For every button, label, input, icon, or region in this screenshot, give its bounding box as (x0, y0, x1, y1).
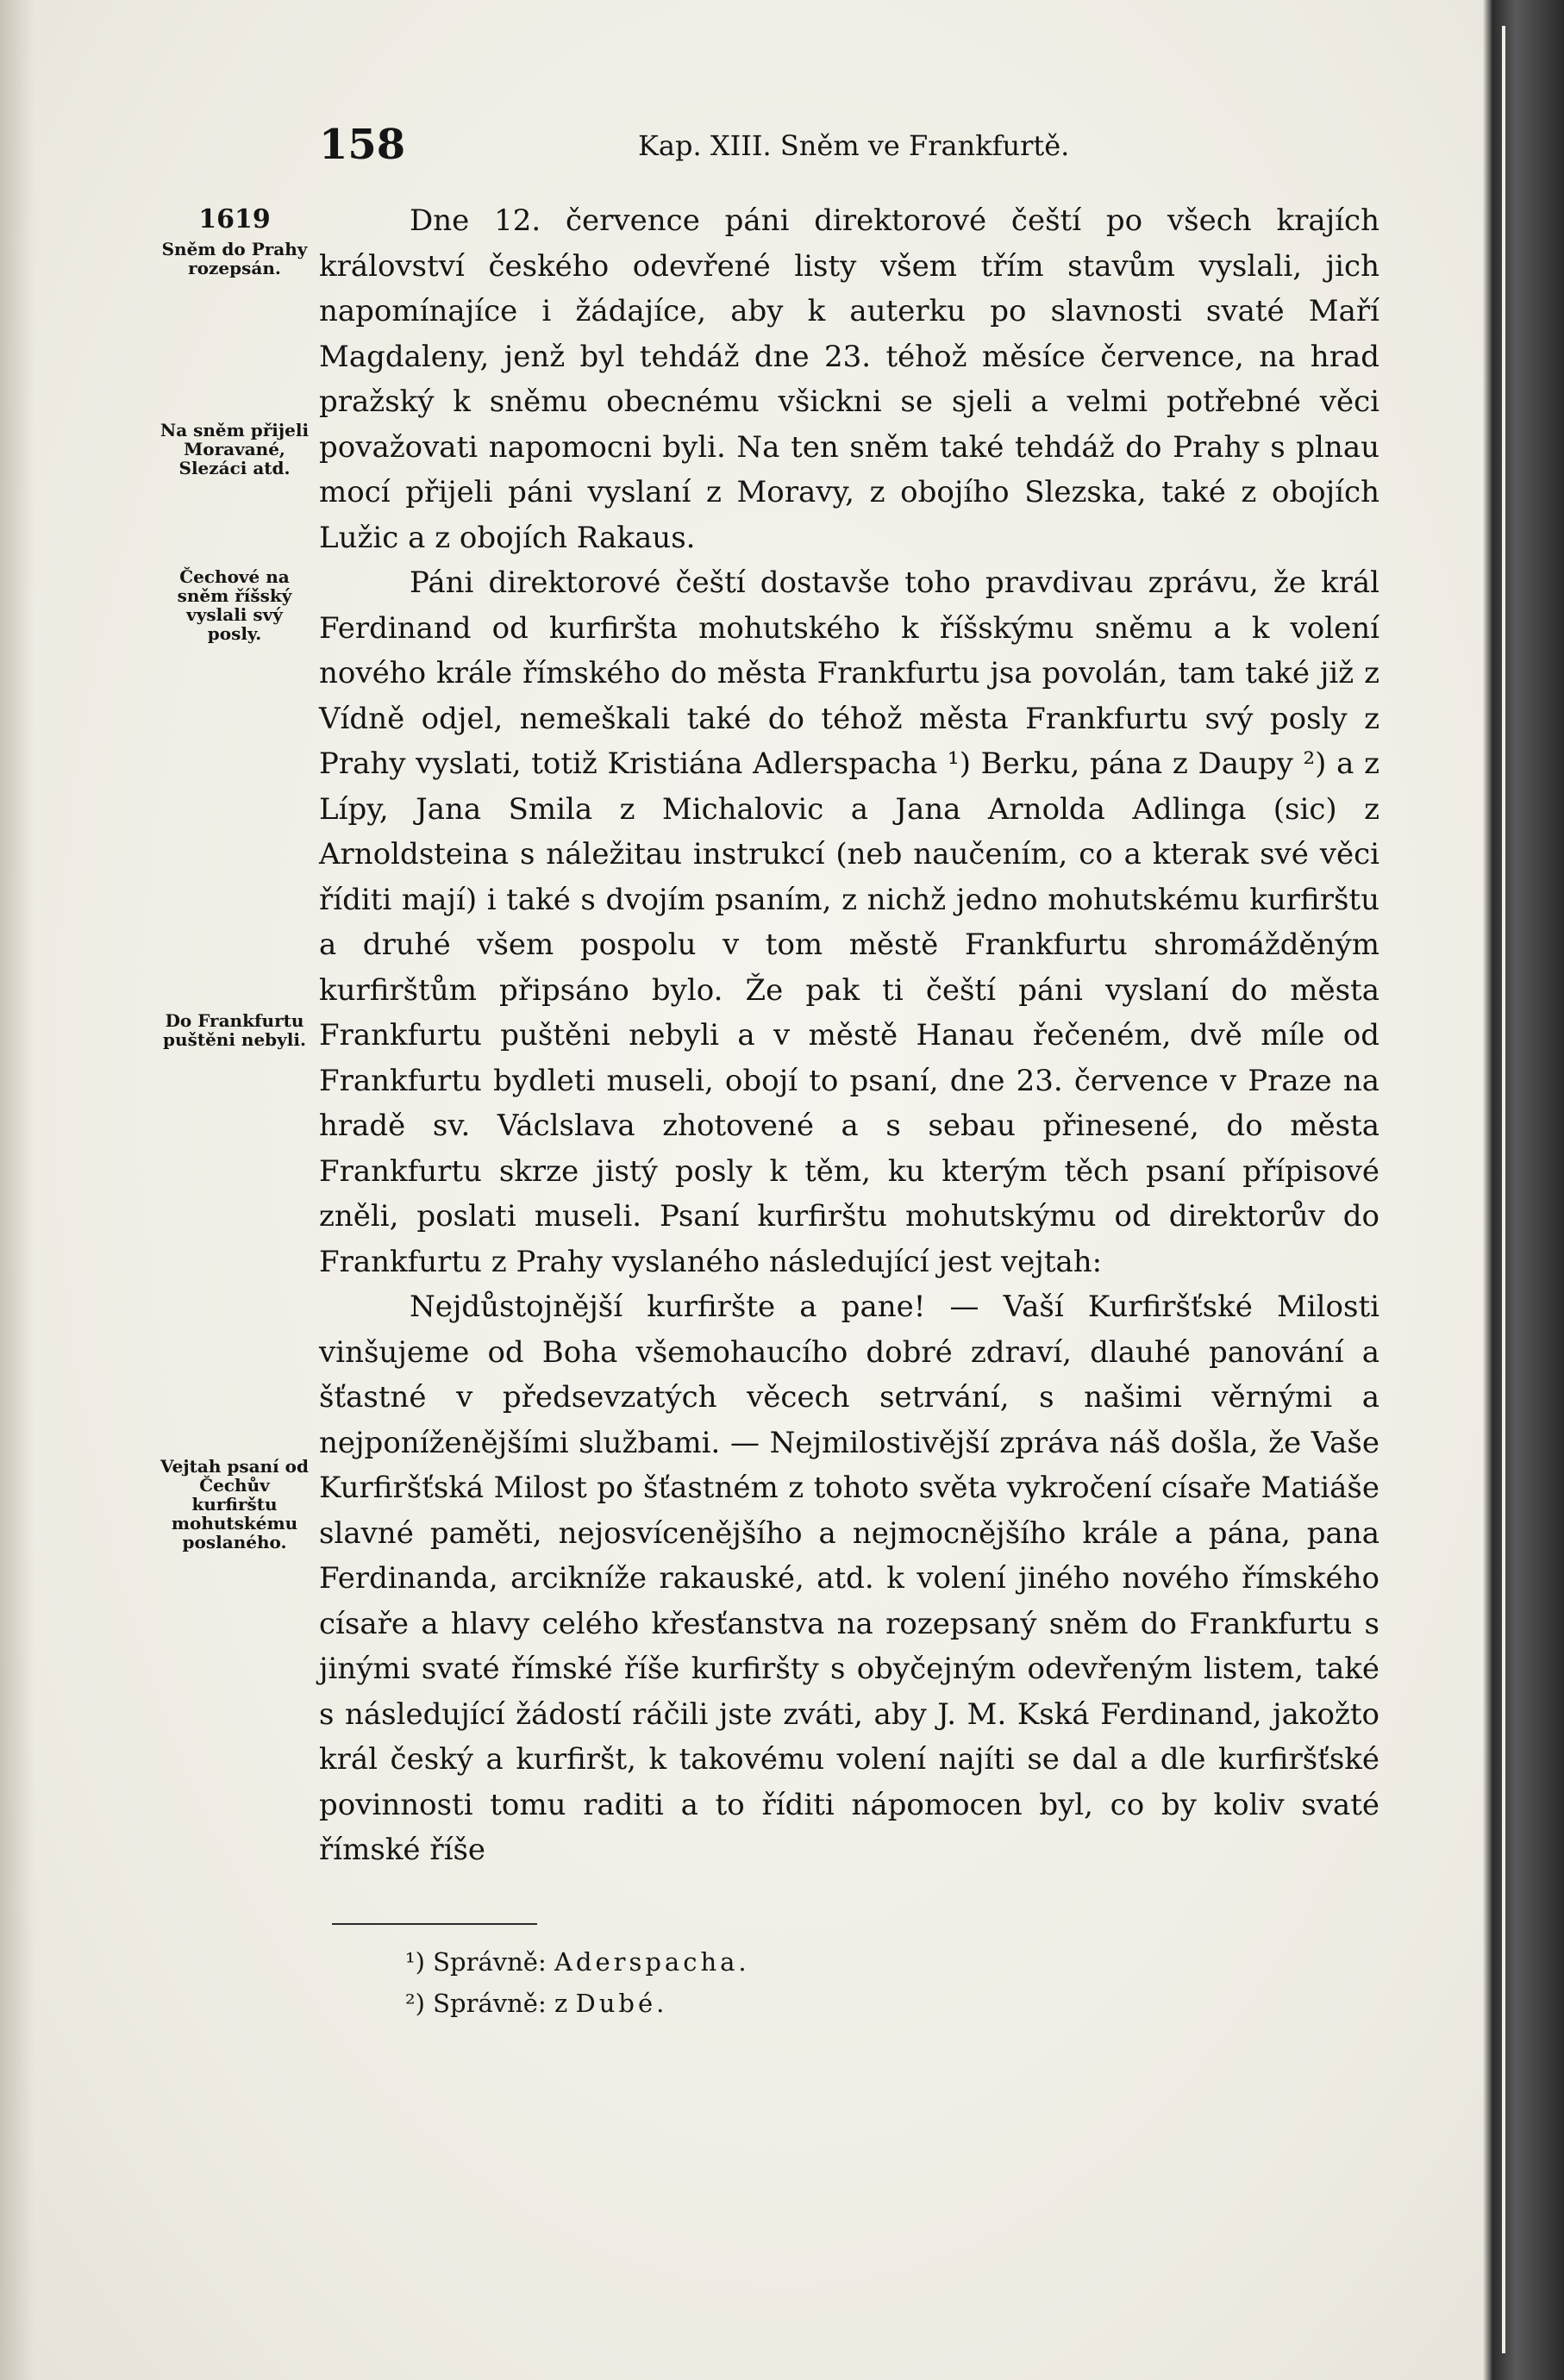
margin-year: 1619 (198, 204, 271, 234)
paragraph-2: Páni direktorové čeští dostavše toho pravdivau zprávu, že král Ferdinand od kurfiršta mohutského k říšskýmu sněmu a k volení nového krále římského do města Frankfurtu jsa povolán, tam také již z Vídně odjel, nemeškali také do téhož města Frankfurtu svý posly z Prahy vyslati, totiž Kristiána Adlerspacha ¹) Berku, pána z Daupy ²) a z Lípy, Jana Smila z Michalovic a Jana Arnolda Adlinga (sic) z Arnoldsteina s náležitau instrukcí (neb naučením, co a kterak své věci říditi mají) i také s dvojím psaním, z nichž jedno mohutskému kurfirštu a druhé všem pospolu v tom městě Frankfurtu shromážděným kurfirštům připsáno bylo. Že pak ti čeští páni vyslaní do města Frankfurtu puštěni nebyli a v městě Hanau řečeném, dvě míle od Frankfurtu bydleti museli, obojí to psaní, dne 23. července v Praze na hradě sv. Václslava zhotovené a s sebau přinesené, do města Frankfurtu skrze jistý posly k těm, ku kterým těch psaní přípisové zněli, poslati museli. Psaní kurfirštu mohutskýmu od direktorův do Frankfurtu z Prahy vyslaného následující jest vejtah: (319, 565, 1379, 1279)
margin-note-poslove: Čechové na sněm říšský vyslali svý posly. (177, 566, 292, 644)
footnote-2-marker: ²) Správně: z (405, 1989, 568, 2018)
page-number: 158 (319, 121, 406, 169)
paragraph-3: Nejdůstojnější kurfiršte a pane! — Vaší Kurfiršťské Milosti vinšujeme od Boha všemohaucího dobré zdraví, dlauhé panování a šťastné v předsevzatých věcech setrvání, s našimi věrnými a nejponíženějšími službami. — Nejmilostivější zpráva náš došla, že Vaše Kurfiršťská Milost po šťastném z tohoto světa vykročení císaře Matiáše slavné paměti, nejosvícenějšího a nejmocnějšího krále a pána, pana Ferdinanda, arcikníže rakauské, atd. k volení jiného nového římského císaře a hlavy celého křesťanstva na rozepsaný sněm do Frankfurtu s jinými svaté římské říše kurfiršty s obyčejným odevřeným listem, také s následující žádostí ráčili jste zváti, aby J. M. Kská Ferdinand, jakožto král český a kurfiršt, k takovému volení najíti se dal a dle kurfiršťské povinnosti tomu raditi a to říditi nápomocen byl, co by koliv svaté římské říše (319, 1290, 1379, 1867)
margin-note-moravane: Na sněm přijeli Moravané, Slezáci atd. (160, 420, 310, 478)
margin-note-vejtah: Vejtah psaní od Čechův kurfirštu mohutskému poslaného. (160, 1456, 309, 1552)
footnote-1 (405, 1941, 1009, 1983)
footnotes (405, 1941, 1009, 2024)
scan-right-border (1483, 0, 1564, 2380)
scan-border-line (1502, 26, 1505, 2353)
running-title: Kap. XIII. Sněm ve Frankfurtě. (638, 129, 1070, 162)
footnote-1-marker: ¹) Správně: (405, 1947, 547, 1977)
paragraph-1: Dne 12. července páni direktorové čeští po všech krajích království českého odevřené listy všem třím stavům vyslali, jich napomínajíce i žádajíce, aby k auterku po slavnosti svaté Maří Magdaleny, jenž byl tehdáž dne 23. téhož měsíce července, na hrad pražský k sněmu obecnému všickni se sjeli a velmi potřebné věci považovati napomocni byli. Na ten sněm také tehdáž do Prahy s plnau mocí přijeli páni vyslaní z Moravy, z obojího Slezska, také z obojích Lužic a z obojích Rakaus. (319, 203, 1379, 555)
page-edge-shadow (0, 0, 34, 2380)
margin-note-frankfurt: Do Frankfurtu puštěni nebyli. (163, 1010, 306, 1050)
body-text (319, 198, 1379, 1873)
margin-note-snem-rozepsan: Sněm do Prahy rozepsán. (161, 239, 308, 278)
page-header (0, 121, 1564, 172)
footnote-2 (405, 1983, 1009, 2024)
margin-note-year-block (157, 205, 312, 278)
footnote-rule (332, 1923, 537, 1925)
footnote-2-value: Dubé. (575, 1989, 668, 2018)
footnote-1-value: Aderspacha. (554, 1947, 750, 1977)
